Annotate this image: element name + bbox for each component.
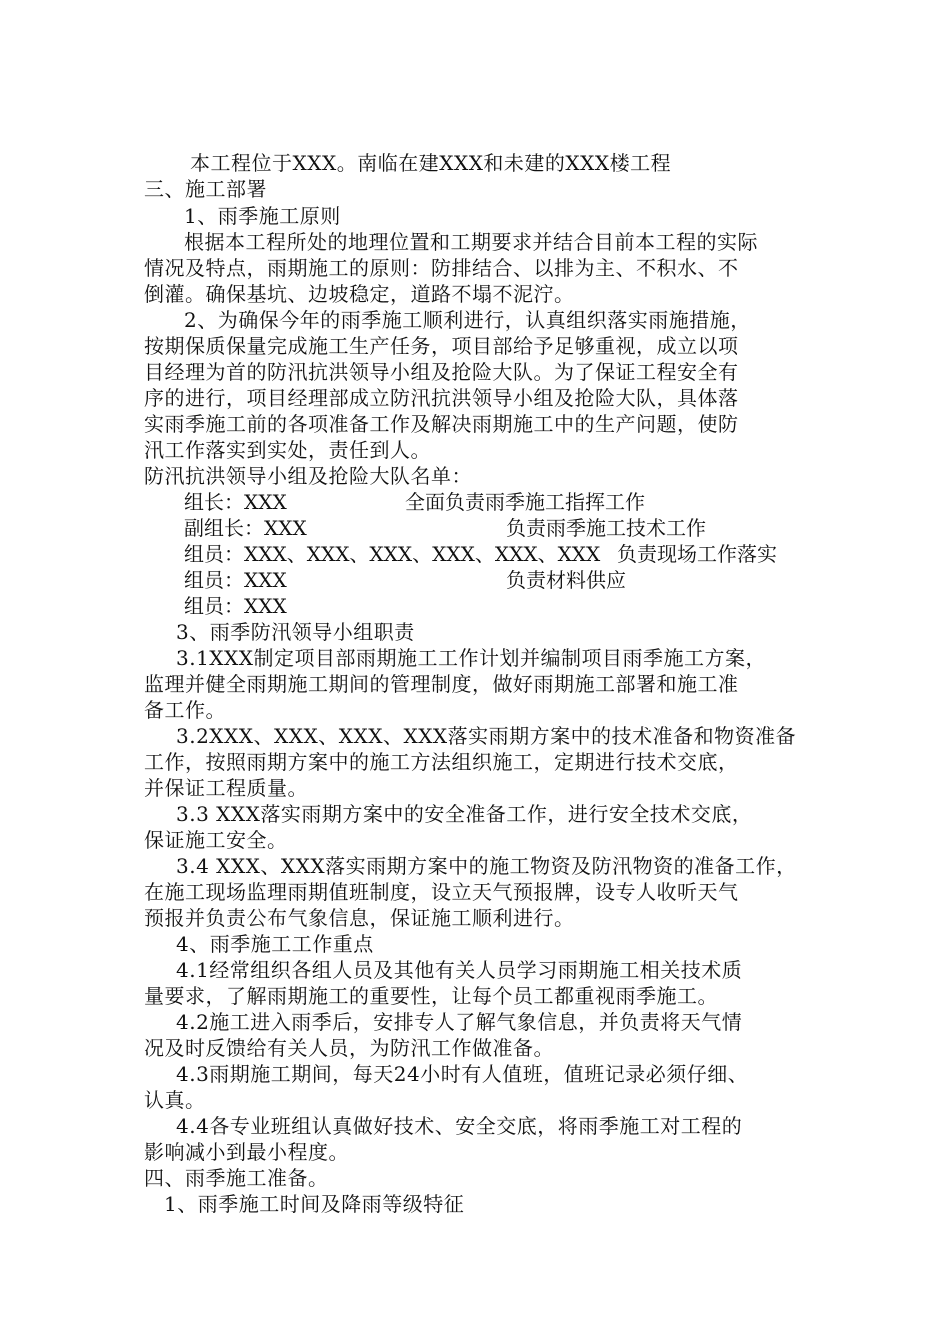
- subheading-rain-principles: 1、雨季施工原则: [184, 204, 341, 228]
- paragraph-line: 备工作。: [144, 698, 226, 722]
- roster-row: [0, 567, 950, 593]
- roster-title: 防汛抗洪领导小组及抢险大队名单：: [144, 464, 472, 488]
- paragraph-line: 并保证工程质量。: [144, 776, 308, 800]
- subheading-duties: 3、雨季防汛领导小组职责: [176, 620, 415, 644]
- roster-duty: 负责材料供应: [506, 568, 626, 592]
- paragraph-line: 量要求，了解雨期施工的重要性，让每个员工都重视雨季施工。: [144, 984, 718, 1008]
- roster-role: 组长：XXX: [184, 490, 287, 514]
- roster-duty: 负责现场工作落实: [617, 542, 777, 566]
- roster-role: 组员：XXX、XXX、XXX、XXX、XXX、XXX: [184, 542, 601, 566]
- paragraph-line: 保证施工安全。: [144, 828, 288, 852]
- paragraph-line: 序的进行，项目经理部成立防汛抗洪领导小组及抢险大队，具体落: [144, 386, 739, 410]
- roster-duty: 全面负责雨季施工指挥工作: [405, 490, 645, 514]
- paragraph-line: 在施工现场监理雨期值班制度，设立天气预报牌，设专人收听天气: [144, 880, 739, 904]
- paragraph-line: 情况及特点，雨期施工的原则：防排结合、以排为主、不积水、不: [144, 256, 739, 280]
- paragraph-line: 3.1XXX制定项目部雨期施工工作计划并编制项目雨季施工方案，: [176, 646, 767, 670]
- roster-row: [0, 515, 950, 541]
- paragraph-line: 2、为确保今年的雨季施工顺利进行，认真组织落实雨施措施，: [184, 308, 751, 332]
- paragraph-line: 倒灌。确保基坑、边坡稳定，道路不塌不泥泞。: [144, 282, 575, 306]
- paragraph-line: 4.3雨期施工期间，每天24小时有人值班，值班记录必须仔细、: [176, 1062, 749, 1086]
- subheading-rain-time: 1、雨季施工时间及降雨等级特征: [164, 1192, 465, 1216]
- roster-role: 组员：XXX: [184, 594, 287, 618]
- section-3-heading: 三、施工部署: [144, 177, 267, 201]
- paragraph-line: 3.4 XXX、XXX落实雨期方案中的施工物资及防汛物资的准备工作，: [176, 854, 797, 878]
- roster-role: 副组长：XXX: [184, 516, 307, 540]
- roster-role: 组员：XXX: [184, 568, 287, 592]
- paragraph-line: 4.2施工进入雨季后，安排专人了解气象信息，并负责将天气情: [176, 1010, 743, 1034]
- section-4-heading: 四、雨季施工准备。: [144, 1166, 329, 1190]
- paragraph-line: 根据本工程所处的地理位置和工期要求并结合目前本工程的实际: [184, 230, 758, 254]
- paragraph-line: 工作，按照雨期方案中的施工方法组织施工，定期进行技术交底，: [144, 750, 739, 774]
- paragraph-line: 3.3 XXX落实雨期方案中的安全准备工作，进行安全技术交底，: [176, 802, 753, 826]
- paragraph-line: 况及时反馈给有关人员，为防汛工作做准备。: [144, 1036, 554, 1060]
- intro-text: 本工程位于XXX。南临在建XXX和未建的XXX楼工程: [190, 151, 672, 175]
- paragraph-line: 按期保质保量完成施工生产任务，项目部给予足够重视，成立以项: [144, 334, 739, 358]
- paragraph-line: 认真。: [144, 1088, 206, 1112]
- paragraph-line: 预报并负责公布气象信息，保证施工顺利进行。: [144, 906, 575, 930]
- roster-row: [0, 593, 950, 619]
- paragraph-line: 目经理为首的防汛抗洪领导小组及抢险大队。为了保证工程安全有: [144, 360, 739, 384]
- paragraph-line: 实雨季施工前的各项准备工作及解决雨期施工中的生产问题，使防: [144, 412, 739, 436]
- paragraph-line: 4.1经常组织各组人员及其他有关人员学习雨期施工相关技术质: [176, 958, 743, 982]
- paragraph-line: 汛工作落实到实处，责任到人。: [144, 438, 431, 462]
- paragraph-line: 4.4各专业班组认真做好技术、安全交底，将雨季施工对工程的: [176, 1114, 743, 1138]
- roster-row: [0, 541, 950, 567]
- paragraph-line: 影响减小到最小程度。: [144, 1140, 349, 1164]
- roster-row: [0, 489, 950, 515]
- paragraph-line: 3.2XXX、XXX、XXX、XXX落实雨期方案中的技术准备和物资准备: [176, 724, 797, 748]
- subheading-key-points: 4、雨季施工工作重点: [176, 932, 374, 956]
- paragraph-line: 监理并健全雨期施工期间的管理制度，做好雨期施工部署和施工准: [144, 672, 739, 696]
- roster-duty: 负责雨季施工技术工作: [506, 516, 706, 540]
